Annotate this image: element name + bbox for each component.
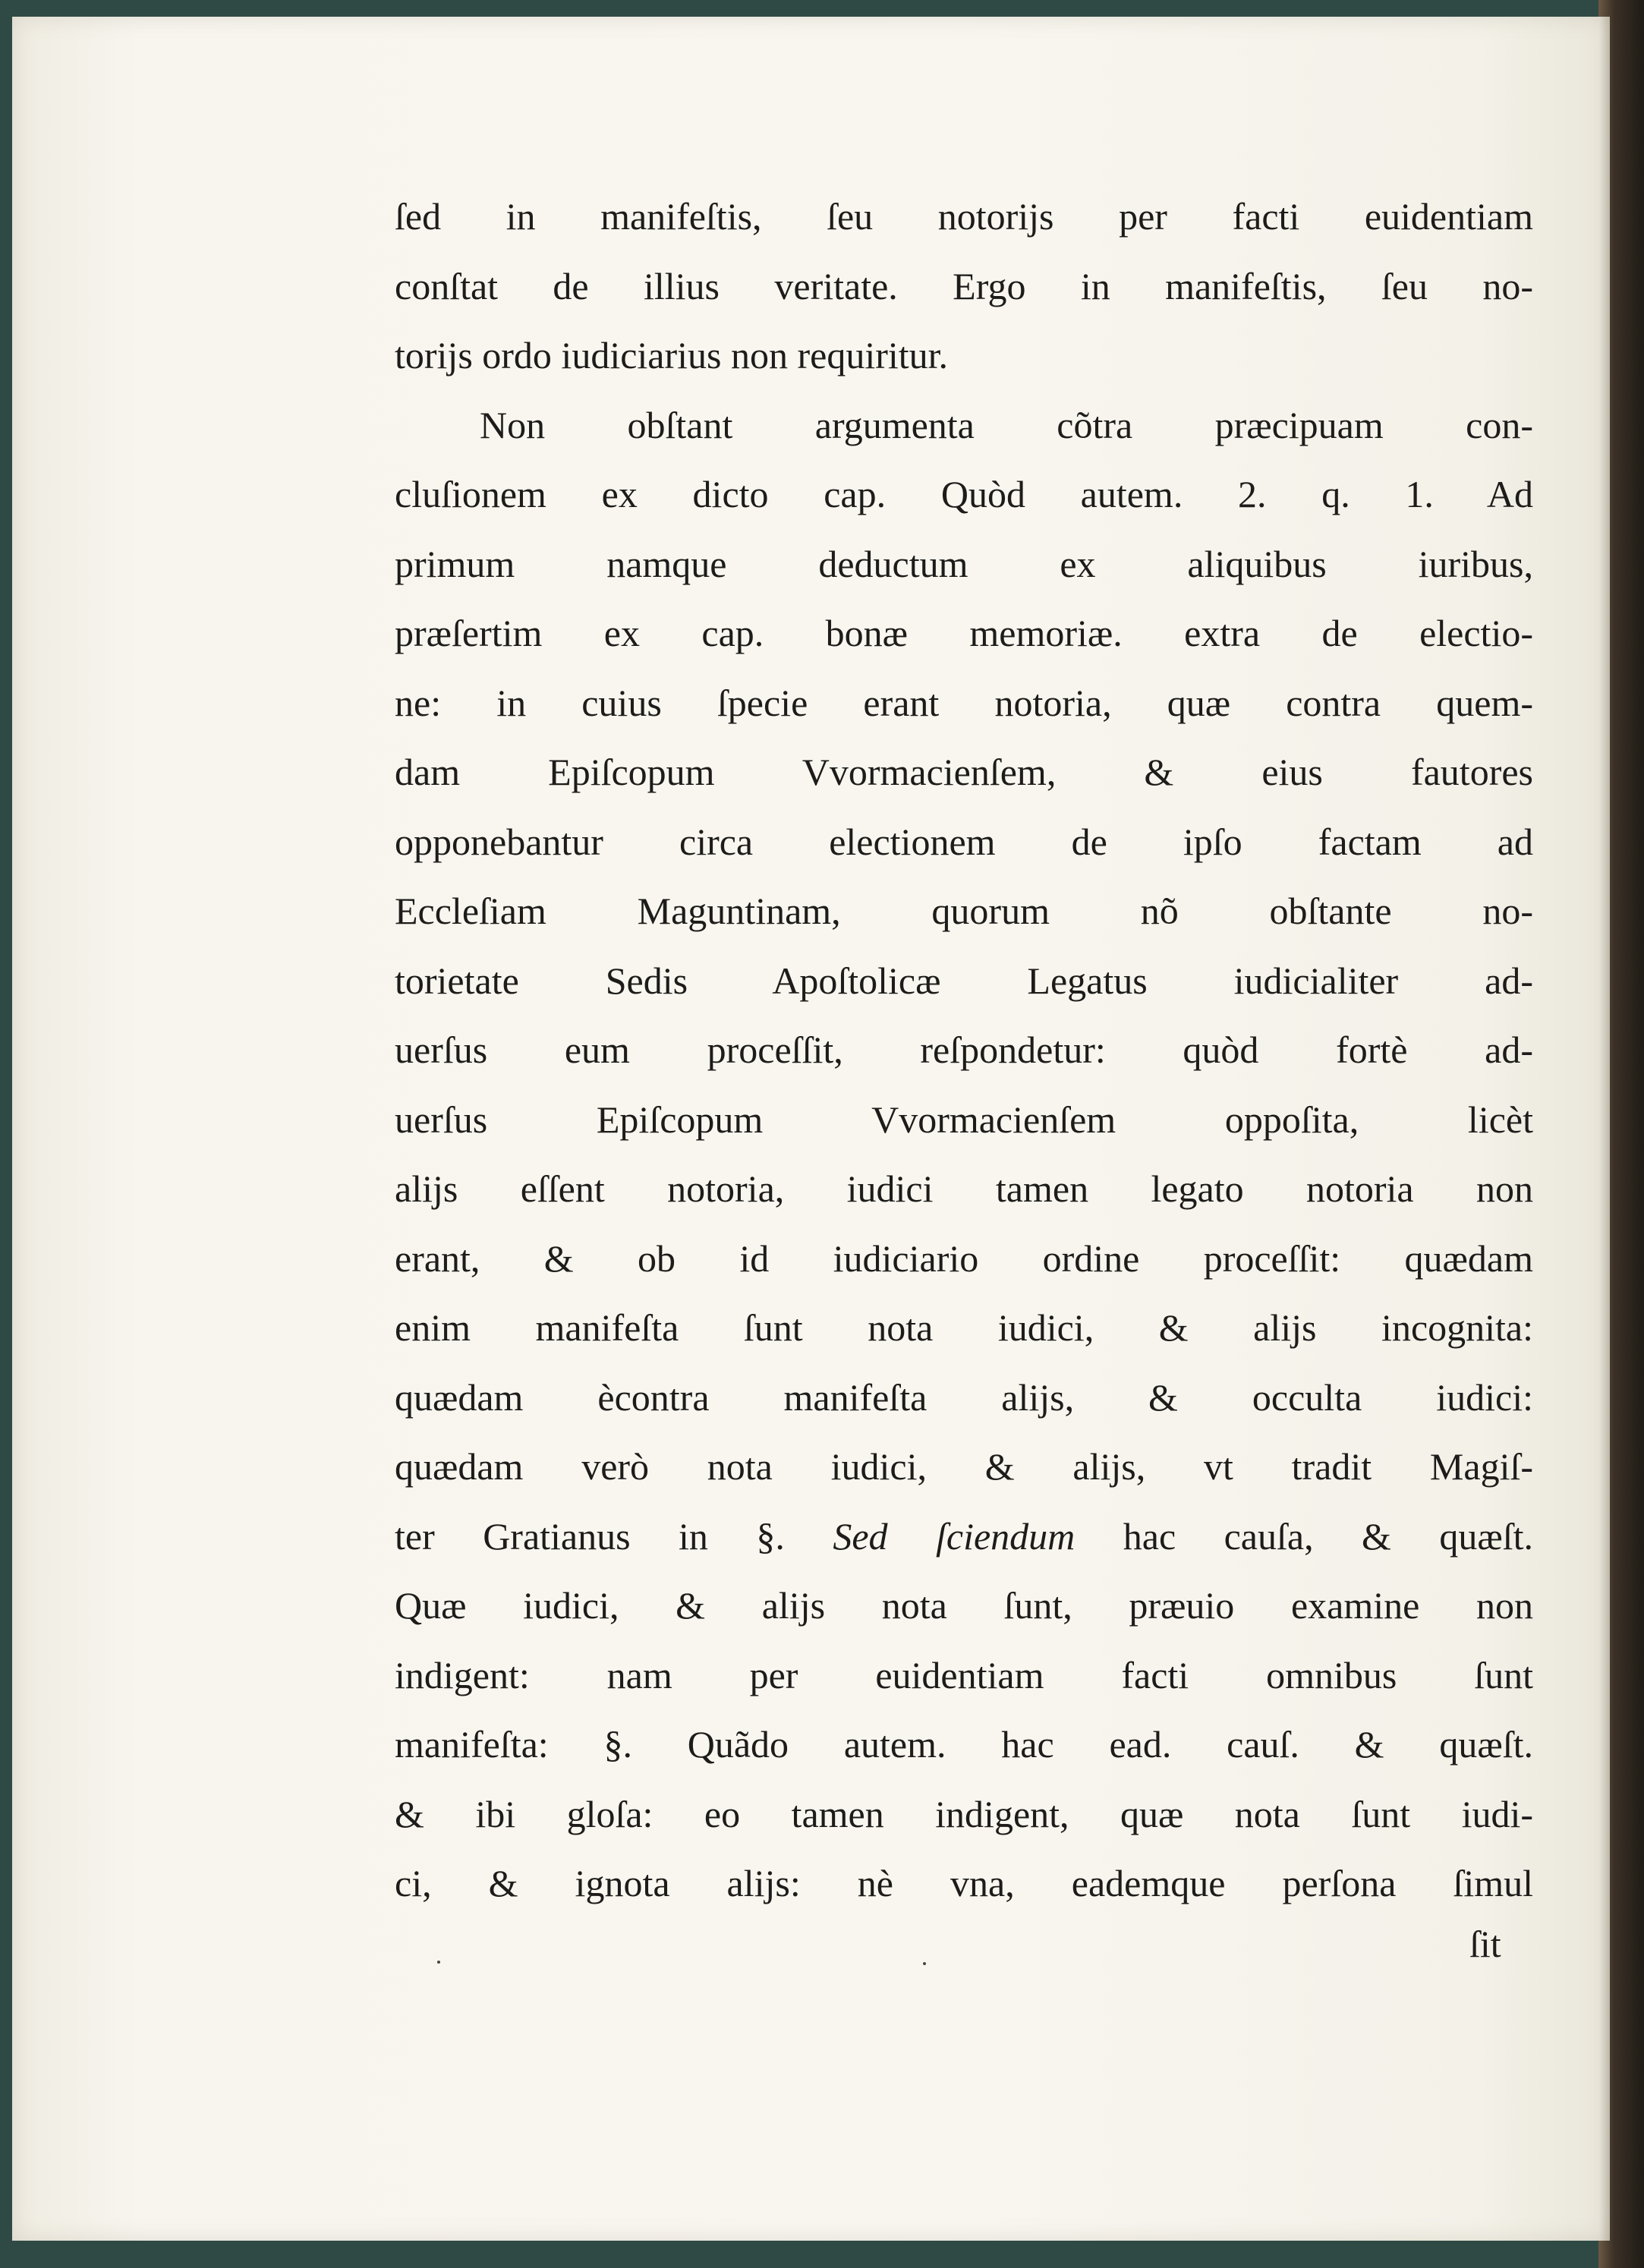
paragraph-start-line: Non obſtant argumenta cõtra præcipuam con- <box>480 403 1533 446</box>
text-line-11: Eccleſiam Maguntinam, quorum nõ obſtante no- <box>395 890 1533 932</box>
italic-citation: Sed ſciendum <box>833 1514 1076 1558</box>
text-line-16: erant, & ob id iudiciario ordine proceſſit: quædam <box>395 1236 1533 1280</box>
text-line-3: torijs ordo iudiciarius non requiritur. <box>395 334 949 376</box>
text-line-5: cluſionem ex dicto cap. Quòd autem. 2. q. 1. Ad <box>395 473 1533 515</box>
text-line-7: præſertim ex cap. bonæ memoriæ. extra de electio- <box>395 612 1533 654</box>
text-line-6: primum namque deductum ex aliquibus iuribus, <box>395 542 1533 585</box>
text-line-14: uerſus Epiſcopum Vvormacienſem oppoſita, licèt <box>395 1098 1533 1141</box>
ink-speck <box>437 1961 440 1964</box>
text-line-13: uerſus eum proceſſit, reſpondetur: quòd fortè ad- <box>395 1028 1533 1071</box>
text-line-23: manifeſta: §. Quãdo autem. hac ead. cauſ. & quæſt. <box>395 1723 1533 1766</box>
body-text <box>395 182 1533 1919</box>
text-line-20 <box>395 1502 1533 1572</box>
text-line-17: enim manifeſta ſunt nota iudici, & alijs incognita: <box>395 1306 1533 1349</box>
text-line-19: quædam verò nota iudici, & alijs, vt tradit Magiſ- <box>395 1445 1533 1488</box>
page-edge-shadow <box>1599 17 1610 2241</box>
text-line-20-before: ter Gratianus in §. <box>395 1514 833 1558</box>
text-line-21: Quæ iudici, & alijs nota ſunt, præuio examine non <box>395 1584 1533 1627</box>
text-line-2: conſtat de illius veritate. Ergo in manifeſtis, ſeu no- <box>395 264 1533 307</box>
text-line-8: ne: in cuius ſpecie erant notoria, quæ contra quem- <box>395 681 1533 724</box>
text-line-12: torietate Sedis Apoſtolicæ Legatus iudicialiter ad- <box>395 959 1533 1002</box>
text-line-9: dam Epiſcopum Vvormacienſem, & eius fautores <box>395 751 1533 793</box>
text-line-1: ſed in manifeſtis, ſeu notorijs per facti euidentiam <box>395 195 1533 238</box>
ink-speck <box>923 1962 926 1965</box>
text-line-24: & ibi gloſa: eo tamen indigent, quæ nota ſunt iudi- <box>395 1792 1533 1835</box>
text-line-20-after: hac cauſa, & quæſt. <box>1075 1514 1534 1558</box>
book-page <box>12 17 1610 2241</box>
text-line-18: quædam ècontra manifeſta alijs, & occulta iudici: <box>395 1375 1533 1419</box>
text-line-25: ci, & ignota alijs: nè vna, eademque perſona ſimul <box>395 1862 1533 1904</box>
ink-specks <box>437 1956 968 1971</box>
text-line-22: indigent: nam per euidentiam facti omnibus ſunt <box>395 1653 1533 1696</box>
catchword: ſit <box>1469 1923 1501 1965</box>
text-line-15: alijs eſſent notoria, iudici tamen legato notoria non <box>395 1167 1533 1210</box>
text-line-10: opponebantur circa electionem de ipſo factam ad <box>395 820 1533 863</box>
